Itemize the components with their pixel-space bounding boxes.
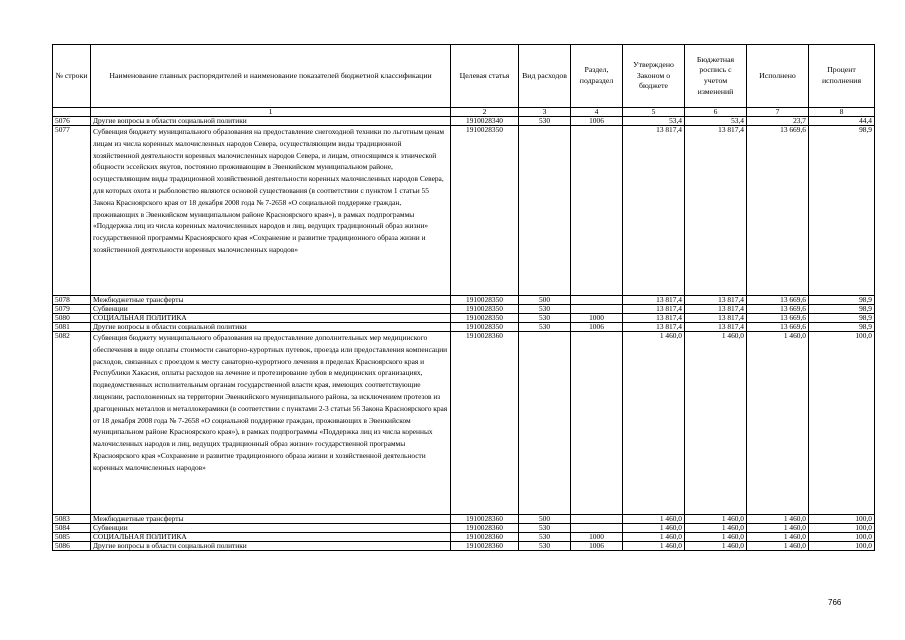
column-number: 5: [623, 108, 685, 117]
table-row: [53, 515, 875, 524]
row-name: Межбюджетные трансферты: [91, 515, 451, 524]
row-approved: 13 817,4: [623, 323, 685, 332]
table-row: [53, 524, 875, 533]
row-target: 1910028360: [451, 524, 519, 533]
header-executed: Исполнено: [747, 45, 809, 108]
row-percent: 98,9: [809, 323, 875, 332]
row-number: 5082: [53, 332, 91, 515]
table-row: [53, 332, 875, 515]
row-exp-type: 530: [519, 314, 571, 323]
row-percent: 100,0: [809, 515, 875, 524]
row-executed: 1 460,0: [747, 515, 809, 524]
row-percent: 98,9: [809, 126, 875, 296]
row-budget-list: 13 817,4: [685, 314, 747, 323]
row-executed: 1 460,0: [747, 332, 809, 515]
row-exp-type: 500: [519, 515, 571, 524]
header-approved: Утверждено Законом о бюджете: [623, 45, 685, 108]
row-budget-list: 1 460,0: [685, 542, 747, 551]
row-number: 5086: [53, 542, 91, 551]
row-percent: 100,0: [809, 533, 875, 542]
table-row: [53, 305, 875, 314]
header-percent: Процент исполнения: [809, 45, 875, 108]
column-number-row: [53, 108, 875, 117]
row-name: Субвенция бюджету муниципального образования на предоставление дополнительных мер медицинского обеспечения в виде оплаты стоимости санаторно-курортных путевок, проезда или предоставления компенсации расходов, связанных с проездом к месту санаторно-курортного лечения в пределах Красноярского края и Республики Хакасия, оплаты расходов на лечение и протезирование зубов в медицинских организациях, подведомственных исполнительным органам государственной власти края, имеющих соответствующие лицензии, расположенных на территории Эвенкийского муниципального района, за исключением протезов из драгоценных металлов и металлокерамики (в соответствии с пунктами 2-3 статьи 56 Закона Красноярского края от 18 декабря 2008 года № 7-2658 «О социальной поддержке граждан, проживающих в Эвенкийском муниципальном районе Красноярского края»), в рамках подпрограммы «Поддержка лиц из числа коренных малочисленных народов и лиц, ведущих традиционный образ жизни» государственной программы Красноярского края «Сохранение и развитие традиционного образа жизни и хозяйственной деятельности коренных малочисленных народов»: [91, 332, 451, 515]
table-row: [53, 126, 875, 296]
row-number: 5080: [53, 314, 91, 323]
row-percent: 98,9: [809, 296, 875, 305]
row-section: [571, 332, 623, 515]
row-target: 1910028360: [451, 515, 519, 524]
row-executed: 13 669,6: [747, 296, 809, 305]
row-executed: 1 460,0: [747, 533, 809, 542]
table-row: [53, 314, 875, 323]
row-budget-list: 1 460,0: [685, 524, 747, 533]
row-target: 1910028360: [451, 332, 519, 515]
row-percent: 98,9: [809, 305, 875, 314]
row-name: Субвенции: [91, 524, 451, 533]
row-name: Субвенции: [91, 305, 451, 314]
row-budget-list: 1 460,0: [685, 515, 747, 524]
row-target: 1910028360: [451, 542, 519, 551]
column-number: [53, 108, 91, 117]
row-number: 5078: [53, 296, 91, 305]
page-number: 766: [828, 598, 842, 607]
row-section: 1006: [571, 117, 623, 126]
header-exp-type: Вид расходов: [519, 45, 571, 108]
header-budget-list: Бюджетная роспись с учетом изменений: [685, 45, 747, 108]
row-executed: 23,7: [747, 117, 809, 126]
row-approved: 1 460,0: [623, 524, 685, 533]
row-number: 5083: [53, 515, 91, 524]
row-exp-type: 500: [519, 296, 571, 305]
row-number: 5085: [53, 533, 91, 542]
row-target: 1910028350: [451, 323, 519, 332]
header-section: Раздел, подраздел: [571, 45, 623, 108]
row-section: 1000: [571, 314, 623, 323]
row-name: Другие вопросы в области социальной политики: [91, 117, 451, 126]
row-approved: 1 460,0: [623, 515, 685, 524]
row-number: 5077: [53, 126, 91, 296]
column-number: 8: [809, 108, 875, 117]
header-row-no: № строки: [53, 45, 91, 108]
row-budget-list: 1 460,0: [685, 332, 747, 515]
row-approved: 53,4: [623, 117, 685, 126]
row-exp-type: 530: [519, 117, 571, 126]
row-section: 1006: [571, 323, 623, 332]
column-number: 2: [451, 108, 519, 117]
row-number: 5076: [53, 117, 91, 126]
row-section: [571, 305, 623, 314]
budget-execution-table: [52, 44, 875, 551]
row-number: 5084: [53, 524, 91, 533]
row-name: СОЦИАЛЬНАЯ ПОЛИТИКА: [91, 314, 451, 323]
row-section: [571, 126, 623, 296]
row-budget-list: 13 817,4: [685, 296, 747, 305]
row-budget-list: 13 817,4: [685, 323, 747, 332]
row-name: Субвенция бюджету муниципального образования на предоставление снегоходной техники по льготным ценам лицам из числа коренных малочисленных народов Севера, осуществляющим виды традиционной хозяйственной деятельности коренных малочисленных народов Севера, и лицам, относящимся к этнической общности эссейских якутов, постоянно проживающим в Эвенкийском муниципальном районе, осуществляющим виды традиционной хозяйственной деятельности коренных малочисленных народов Севера, для которых охота и рыболовство являются основой существования (в соответствии с пунктом 1 статьи 55 Закона Красноярского края от 18 декабря 2008 года № 7-2658 «О социальной поддержке граждан, проживающих в Эвенкийском муниципальном районе Красноярского края»), в рамках подпрограммы «Поддержка лиц из числа коренных малочисленных народов и лиц, ведущих традиционный образ жизни» государственной программы Красноярского края «Сохранение и развитие традиционного образа жизни и хозяйственной деятельности коренных малочисленных народов»: [91, 126, 451, 296]
table-row: [53, 533, 875, 542]
row-exp-type: 530: [519, 542, 571, 551]
row-target: 1910028350: [451, 305, 519, 314]
row-budget-list: 53,4: [685, 117, 747, 126]
row-percent: 100,0: [809, 524, 875, 533]
row-executed: 13 669,6: [747, 305, 809, 314]
row-name: СОЦИАЛЬНАЯ ПОЛИТИКА: [91, 533, 451, 542]
row-exp-type: 530: [519, 305, 571, 314]
row-approved: 1 460,0: [623, 542, 685, 551]
row-approved: 13 817,4: [623, 314, 685, 323]
row-approved: 13 817,4: [623, 126, 685, 296]
row-percent: 100,0: [809, 332, 875, 515]
row-name: Межбюджетные трансферты: [91, 296, 451, 305]
row-percent: 100,0: [809, 542, 875, 551]
row-exp-type: 530: [519, 323, 571, 332]
row-target: 1910028350: [451, 126, 519, 296]
column-number: 1: [91, 108, 451, 117]
row-approved: 1 460,0: [623, 533, 685, 542]
row-executed: 1 460,0: [747, 542, 809, 551]
row-budget-list: 1 460,0: [685, 533, 747, 542]
row-name: Другие вопросы в области социальной политики: [91, 542, 451, 551]
table-row: [53, 117, 875, 126]
row-section: [571, 515, 623, 524]
column-number: 7: [747, 108, 809, 117]
row-exp-type: [519, 332, 571, 515]
row-section: [571, 524, 623, 533]
table-row: [53, 542, 875, 551]
row-target: 1910028350: [451, 296, 519, 305]
row-executed: 1 460,0: [747, 524, 809, 533]
column-number: 3: [519, 108, 571, 117]
row-budget-list: 13 817,4: [685, 305, 747, 314]
header-row: [53, 45, 875, 108]
row-section: 1006: [571, 542, 623, 551]
row-section: 1000: [571, 533, 623, 542]
row-number: 5079: [53, 305, 91, 314]
row-exp-type: [519, 126, 571, 296]
row-target: 1910028350: [451, 314, 519, 323]
row-section: [571, 296, 623, 305]
table-row: [53, 323, 875, 332]
row-target: 1910028360: [451, 533, 519, 542]
row-approved: 1 460,0: [623, 332, 685, 515]
header-target: Целевая статья: [451, 45, 519, 108]
row-budget-list: 13 817,4: [685, 126, 747, 296]
row-target: 1910028340: [451, 117, 519, 126]
row-executed: 13 669,6: [747, 323, 809, 332]
column-number: 6: [685, 108, 747, 117]
row-exp-type: 530: [519, 533, 571, 542]
row-executed: 13 669,6: [747, 314, 809, 323]
row-number: 5081: [53, 323, 91, 332]
row-approved: 13 817,4: [623, 296, 685, 305]
table-row: [53, 296, 875, 305]
row-executed: 13 669,6: [747, 126, 809, 296]
row-exp-type: 530: [519, 524, 571, 533]
row-name: Другие вопросы в области социальной политики: [91, 323, 451, 332]
header-name: Наименование главных распорядителей и наименование показателей бюджетной классификации: [91, 45, 451, 108]
column-number: 4: [571, 108, 623, 117]
row-approved: 13 817,4: [623, 305, 685, 314]
row-percent: 44,4: [809, 117, 875, 126]
row-percent: 98,9: [809, 314, 875, 323]
